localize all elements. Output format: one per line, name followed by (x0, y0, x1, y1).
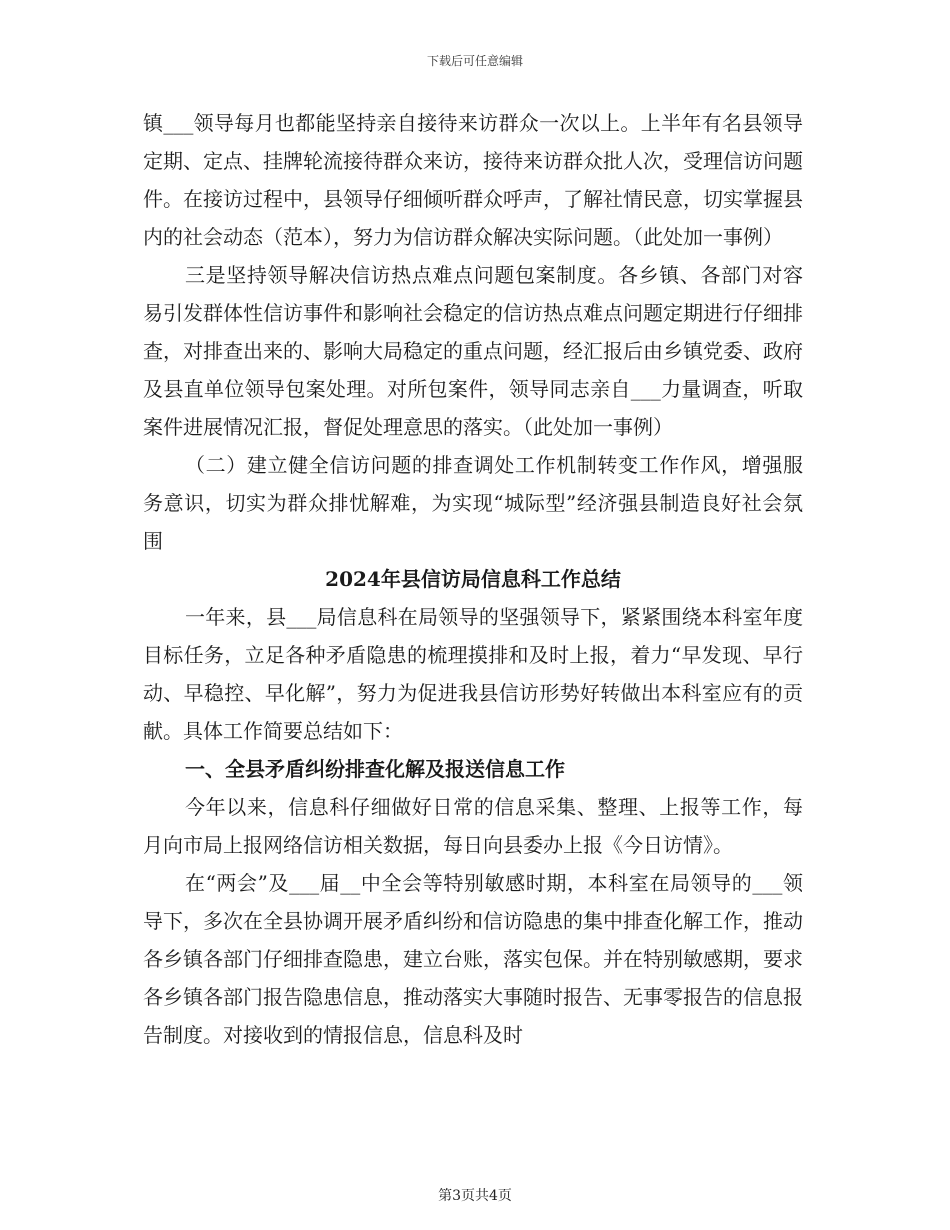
document-body (143, 104, 803, 1054)
paragraph-2: 三是坚持领导解决信访热点难点问题包案制度。各乡镇、各部门对容易引发群体性信访事件和影响社会稳定的信访热点难点问题定期进行仔细排查，对排查出来的、影响大局稳定的重点问题，经汇报后由乡镇党委、政府及县直单位领导包案处理。对所包案件，领导同志亲自___力量调查，听取案件进展情况汇报，督促处理意思的落实。（此处加一事例） (143, 263, 803, 439)
page-number: 第3页共4页 (438, 1188, 512, 1204)
paragraph-3: （二）建立健全信访问题的排查调处工作机制转变工作作风，增强服务意识，切实为群众排忧解难，为实现“城际型”经济强县制造良好社会氛围 (143, 453, 803, 553)
paragraph-5: 今年以来，信息科仔细做好日常的信息采集、整理、上报等工作，每月向市局上报网络信访相关数据，每日向县委办上报《今日访情》。 (143, 795, 803, 857)
section-heading: 一、全县矛盾纠纷排查化解及报送信息工作 (185, 757, 565, 781)
paragraph-4: 一年来，县___局信息科在局领导的坚强领导下，紧紧围绕本科室年度目标任务，立足各种矛盾隐患的梳理摸排和及时上报，着力“早发现、早行动、早稳控、早化解”，努力为促进我县信访形势好转做出本科室应有的贡献。具体工作简要总结如下： (143, 605, 803, 743)
paragraph-6: 在“两会”及___届__中全会等特别敏感时期，本科室在局领导的___领导下，多次在全县协调开展矛盾纠纷和信访隐患的集中排查化解工作，推动各乡镇各部门仔细排查隐患，建立台账，落实包保。并在特别敏感期，要求各乡镇各部门报告隐患信息，推动落实大事随时报告、无事零报告的信息报告制度。对接收到的情报信息，信息科及时 (143, 871, 803, 1047)
section-title: 2024年县信访局信息科工作总结 (325, 567, 621, 591)
page-header-note: 下载后可任意编辑 (426, 54, 523, 68)
paragraph-1: 镇___领导每月也都能坚持亲自接待来访群众一次以上。上半年有名县领导定期、定点、挂牌轮流接待群众来访，接待来访群众批人次，受理信访问题件。在接访过程中，县领导仔细倾听群众呼声，了解社情民意，切实掌握县内的社会动态（范本），努力为信访群众解决实际问题。（此处加一事例） (143, 111, 803, 249)
